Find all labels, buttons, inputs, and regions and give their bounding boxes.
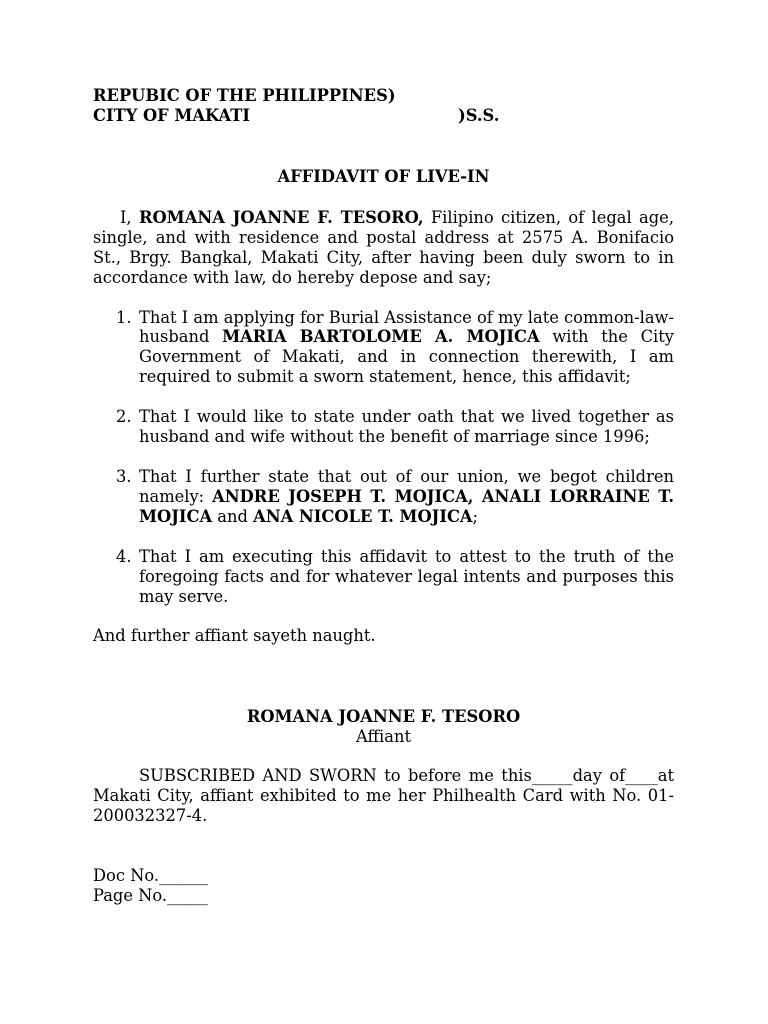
doc-no-field: Doc No.______ <box>93 865 208 885</box>
item-bold-name: MARIA BARTOLOME A. MOJICA <box>222 327 540 347</box>
item-bold-name: ANDRE JOSEPH T. MOJICA, ANALI LORRAINE T. MOJICA <box>139 486 674 526</box>
item-text: That I am executing this affidavit to attest to the truth of the foregoing facts and for whatever legal intents and purposes this may serve. <box>139 546 674 606</box>
item-number: 2. <box>116 407 132 427</box>
item-number: 3. <box>116 466 132 486</box>
statement-item-1 <box>93 308 674 388</box>
header-city-text: CITY OF MAKATI <box>93 106 251 125</box>
intro-affiant-name: ROMANA JOANNE F. TESORO, <box>138 207 424 227</box>
page-no-field: Page No._____ <box>93 885 208 905</box>
item-text: and <box>212 506 254 526</box>
affidavit-page <box>93 86 674 906</box>
item-number: 4. <box>116 546 132 566</box>
doc-fields <box>93 866 674 906</box>
signature-name: ROMANA JOANNE F. TESORO <box>246 707 521 727</box>
item-text: That I further state that out of our union, we begot children namely: <box>139 466 674 506</box>
item-text: with the City Government of Makati, and in connection therewith, I am required to submit a sworn statement, hence, this affidavit; <box>139 327 674 387</box>
item-text: ; <box>472 506 479 526</box>
item-text: That I am applying for Burial Assistance of my late common-law-husband <box>139 307 674 347</box>
item-number: 1. <box>116 307 132 327</box>
intro-prefix: I, <box>120 207 139 227</box>
intro-paragraph <box>93 208 674 288</box>
item-text: That I would like to state under oath that we lived together as husband and wife without the benefit of marriage since 1996; <box>139 407 674 447</box>
jurat-paragraph: SUBSCRIBED AND SWORN to before me this_____day of____at Makati City, affiant exhibited to me her Philhealth Card with No. 01-200032327-4. <box>93 766 674 825</box>
closing-statement: And further affiant sayeth naught. <box>93 626 376 646</box>
statement-item-4 <box>93 547 674 607</box>
statement-list <box>93 308 674 607</box>
document-title: AFFIDAVIT OF LIVE-IN <box>277 167 490 186</box>
header-ss: )S.S. <box>458 106 500 125</box>
item-bold-name: ANA NICOLE T. MOJICA <box>253 506 473 526</box>
signature-role: Affiant <box>356 727 411 747</box>
header-line1: REPUBIC OF THE PHILIPPINES) <box>93 86 396 105</box>
statement-item-2 <box>93 407 674 447</box>
intro-rest: Filipino citizen, of legal age, single, and with residence and postal address at 2575 A. Bonifacio St., Brgy. Bangkal, Makati City, after having been duly sworn to in accordance with law, do hereby depose and say; <box>93 207 674 287</box>
header-city <box>93 106 674 126</box>
header-republic <box>93 86 674 106</box>
statement-item-3 <box>93 467 674 527</box>
